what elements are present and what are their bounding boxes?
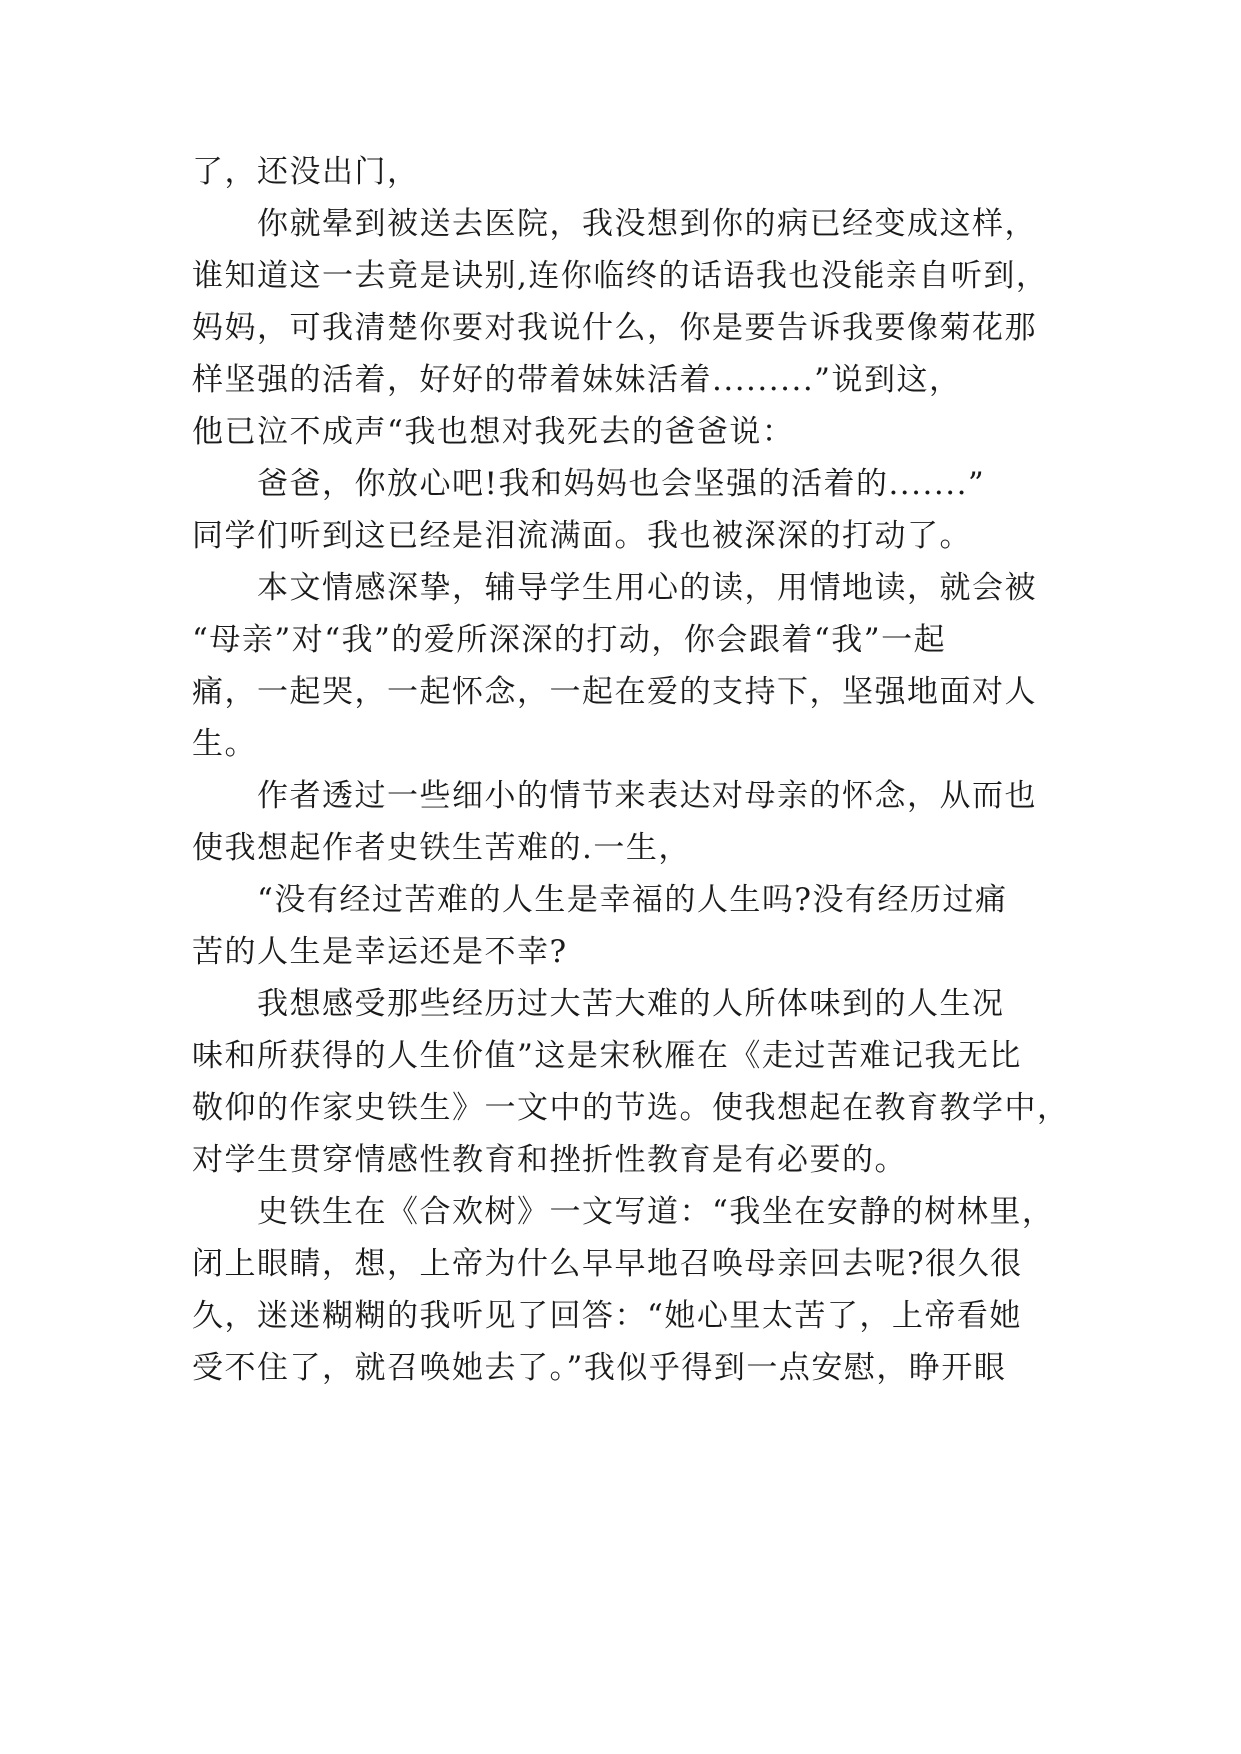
text-line: 对学生贯穿情感性教育和挫折性教育是有必要的。 (192, 1142, 907, 1178)
text-line: 同学们听到这已经是泪流满面。我也被深深的打动了。 (192, 518, 972, 554)
text-line: 生。 (192, 726, 257, 762)
text-line: 苦的人生是幸运还是不幸? (192, 934, 568, 970)
text-line: 样坚强的活着，好好的带着妹妹活着.........”说到这， (192, 362, 962, 398)
text-line: 久，迷迷糊糊的我听见了回答：“她心里太苦了，上帝看她 (192, 1298, 1022, 1334)
text-line: 他已泣不成声“我也想对我死去的爸爸说： (192, 414, 795, 450)
text-line: 味和所获得的人生价值”这是宋秋雁在《走过苦难记我无比 (192, 1038, 1022, 1074)
text-line: 了，还没出门， (192, 154, 420, 190)
text-line: 使我想起作者史铁生苦难的.一生， (192, 830, 691, 866)
text-line: 受不住了，就召唤她去了。”我似乎得到一点安慰，睁开眼 (192, 1350, 1007, 1386)
text-line: “母亲”对“我”的爱所深深的打动，你会跟着“我”一起 (192, 622, 947, 658)
text-line: 本文情感深挚，辅导学生用心的读，用情地读，就会被 (192, 570, 1037, 606)
text-line: 闭上眼睛，想，上帝为什么早早地召唤母亲回去呢?很久很 (192, 1246, 1023, 1282)
text-line: 爸爸，你放心吧!我和妈妈也会坚强的活着的.......” (192, 466, 986, 502)
text-line: 痛，一起哭，一起怀念，一起在爱的支持下，坚强地面对人 (192, 674, 1037, 710)
text-line: 敬仰的作家史铁生》一文中的节选。使我想起在教育教学中， (192, 1090, 1070, 1126)
text-line: 你就晕到被送去医院，我没想到你的病已经变成这样， (192, 206, 1037, 242)
text-line: 史铁生在《合欢树》一文写道：“我坐在安静的树林里， (192, 1194, 1055, 1230)
text-line: 作者透过一些细小的情节来表达对母亲的怀念，从而也 (192, 778, 1037, 814)
text-line: 我想感受那些经历过大苦大难的人所体味到的人生况 (192, 986, 1005, 1022)
text-line: 谁知道这一去竟是诀别,连你临终的话语我也没能亲自听到， (192, 258, 1049, 294)
text-line: “没有经过苦难的人生是幸福的人生吗?没有经历过痛 (192, 882, 1008, 918)
text-line: 妈妈，可我清楚你要对我说什么，你是要告诉我要像菊花那 (192, 310, 1037, 346)
